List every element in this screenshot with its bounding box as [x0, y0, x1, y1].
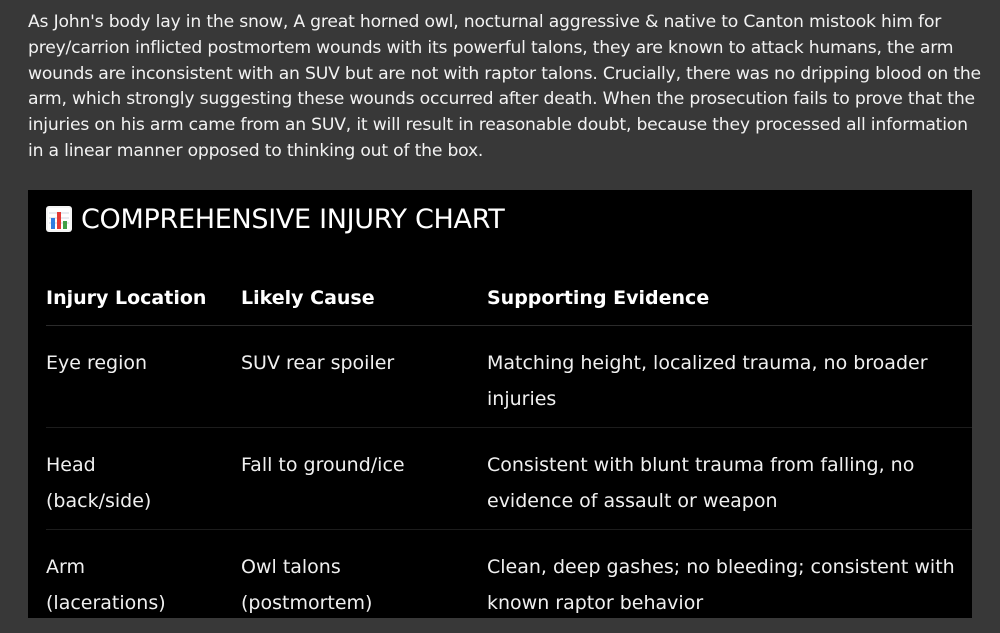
- header-supporting-evidence: Supporting Evidence: [487, 287, 710, 309]
- intro-paragraph: As John's body lay in the snow, A great horned owl, nocturnal aggressive & native to Canton mistook him for prey/carrion inflicted postmortem wounds with its powerful talons, they are known to attack humans, the arm wounds are inconsistent with an SUV but are not with raptor talons. Crucially, there was no dripping blood on the arm, which strongly suggesting these wounds occurred after death. When the prosecution fails to prove that the injuries on his arm came from an SUV, it will result in reasonable doubt, because they processed all information in a linear manner opposed to thinking out of the box.: [28, 12, 981, 161]
- table-row: [46, 530, 972, 631]
- cell-likely-cause: Owl talons (postmortem): [241, 556, 373, 614]
- cell-likely-cause: Fall to ground/ice: [241, 454, 405, 476]
- cell-supporting-evidence: Matching height, localized trauma, no broader injuries: [487, 352, 928, 410]
- table-header-row: [46, 274, 972, 326]
- cell-supporting-evidence: Clean, deep gashes; no bleeding; consistent with known raptor behavior: [487, 556, 955, 614]
- chart-title: COMPREHENSIVE INJURY CHART: [81, 203, 505, 235]
- injury-table: [46, 274, 972, 631]
- cell-injury-location: Head (back/side): [46, 454, 152, 512]
- chart-heading: [46, 202, 504, 236]
- header-likely-cause: Likely Cause: [241, 287, 375, 309]
- cell-injury-location: Eye region: [46, 352, 148, 374]
- cell-injury-location: Arm (lacerations): [46, 556, 166, 614]
- table-row: [46, 326, 972, 428]
- cell-likely-cause: SUV rear spoiler: [241, 352, 395, 374]
- table-row: [46, 428, 972, 530]
- bar-chart-icon: [46, 206, 72, 232]
- cell-supporting-evidence: Consistent with blunt trauma from falling, no evidence of assault or weapon: [487, 454, 915, 512]
- header-injury-location: Injury Location: [46, 287, 207, 309]
- injury-chart-panel: [28, 190, 972, 618]
